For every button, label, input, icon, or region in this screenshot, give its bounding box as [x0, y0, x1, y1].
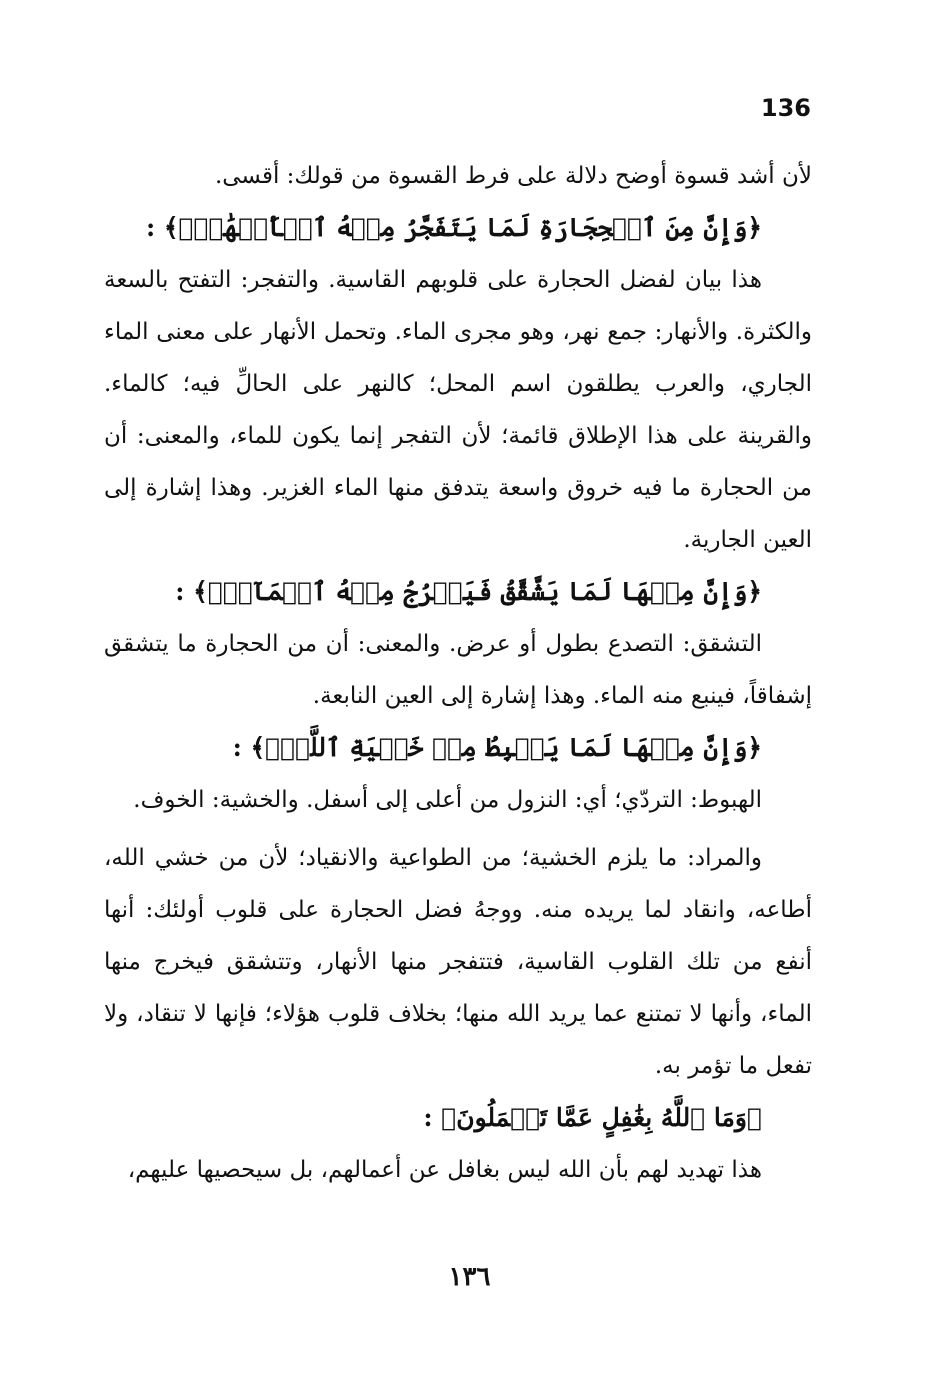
- quran-verse-1: ﴿وَإِنَّ مِنَ ٱلۡحِجَارَةِ لَمَا يَتَفَجَّرُ مِنۡهُ ٱلۡأَنۡهَٰرُۚ﴾ :: [145, 213, 762, 242]
- page-number-top: 136: [760, 94, 811, 122]
- paragraph-continuation: لأن أشد قسوة أوضح دلالة على فرط القسوة من قولك: أقسى.: [214, 163, 812, 189]
- paragraph-3: الهبوط: التردّي؛ أي: النزول من أعلى إلى أسفل. والخشية: الخوف.: [133, 787, 762, 813]
- commentary-text: [104, 150, 812, 1196]
- paragraph-2: التشقق: التصدع بطول أو عرض. والمعنى: أن من الحجارة ما يتشقق إشفاقاً، فينبع منه الماء. وهذا إشارة إلى العين النابعة.: [104, 631, 812, 709]
- paragraph-5: هذا تهديد لهم بأن الله ليس بغافل عن أعمالهم، بل سيحصيها عليهم،: [127, 1157, 762, 1183]
- quran-verse-4: ﴿وَمَا ٱللَّهُ بِغَٰفِلٍ عَمَّا تَعۡمَلُونَ﴾ :: [423, 1103, 762, 1132]
- paragraph-1: هذا بيان لفضل الحجارة على قلوبهم القاسية. والتفجر: التفتح بالسعة والكثرة. والأنهار: جمع نهر، وهو مجرى الماء. وتحمل الأنهار على معنى الماء الجاري، والعرب يطلقون اسم المحل؛ كالنهر على الحالِّ فيه؛ كالماء. والقرينة على هذا الإطلاق قائمة؛ لأن التفجر إنما يكون للماء، والمعنى: أن من الحجارة ما فيه خروق واسعة يتدفق منها الماء الغزير. وهذا إشارة إلى العين الجارية.: [104, 267, 812, 553]
- quran-verse-3: ﴿وَإِنَّ مِنۡهَا لَمَا يَهۡبِطُ مِنۡ خَشۡيَةِ ٱللَّهِۗ﴾ :: [232, 733, 762, 762]
- paragraph-4: والمراد: ما يلزم الخشية؛ من الطواعية والانقياد؛ لأن من خشي الله، أطاعه، وانقاد لما يريده منه. ووجهُ فضل الحجارة على قلوب أولئك: أنها أنفع من تلك القلوب القاسية، فتتفجر منها الأنهار، وتتشقق فيخرج منها الماء، وأنها لا تمتنع عما يريد الله منها؛ بخلاف قلوب هؤلاء؛ فإنها لا تنقاد، ولا تفعل ما تؤمر به.: [104, 845, 812, 1079]
- quran-verse-2: ﴿وَإِنَّ مِنۡهَا لَمَا يَشَّقَّقُ فَيَخۡرُجُ مِنۡهُ ٱلۡمَآءُۚ﴾ :: [175, 577, 762, 606]
- page-number-bottom: ١٣٦: [448, 1262, 491, 1292]
